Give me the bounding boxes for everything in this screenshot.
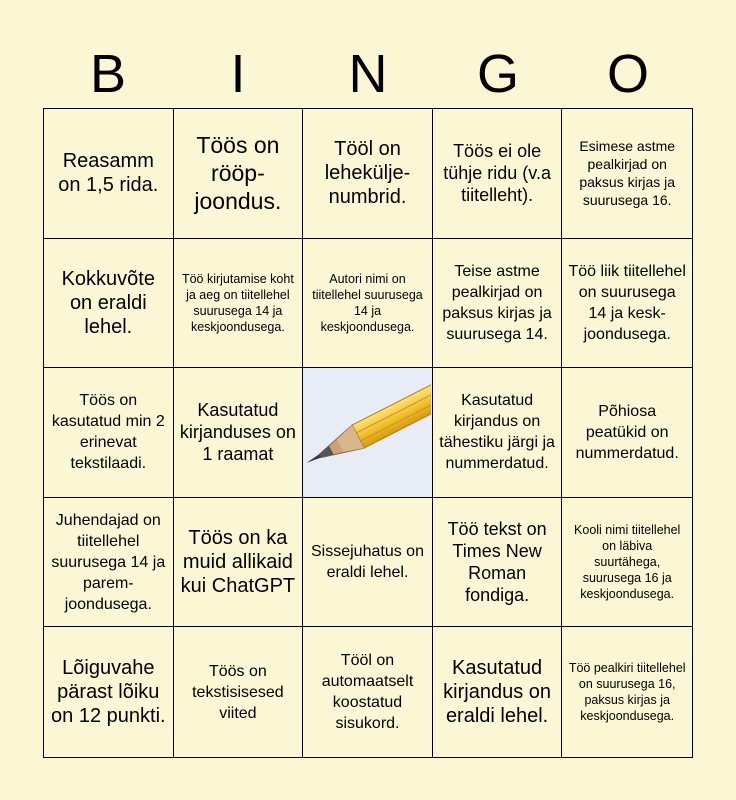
cell-text: Esimese astme pealkirjad on paksus kirjas ja suurusega 16. bbox=[579, 138, 676, 209]
bingo-cell[interactable] bbox=[433, 368, 563, 498]
bingo-cell[interactable] bbox=[44, 239, 174, 369]
bingo-cell[interactable] bbox=[303, 498, 433, 628]
header-letter-n: N bbox=[348, 44, 388, 104]
cell-text: Kasutatud kirjandus on eraldi lehel. bbox=[443, 657, 552, 728]
cell-text: Kasutatud kirjanduses on 1 raamat bbox=[179, 400, 296, 465]
cell-text: Reasamm on 1,5 rida. bbox=[58, 150, 159, 197]
bingo-cell[interactable] bbox=[562, 368, 692, 498]
bingo-cell[interactable] bbox=[303, 109, 433, 239]
bingo-cell[interactable] bbox=[44, 109, 174, 239]
cell-text: Töö tekst on Times New Roman fondiga. bbox=[447, 519, 547, 606]
bingo-cell[interactable] bbox=[433, 498, 563, 628]
cell-text: Töös on rööp-joondus. bbox=[194, 132, 282, 215]
bingo-cell[interactable] bbox=[303, 239, 433, 369]
cell-text: Töös on kasutatud min 2 erinevat tekstilaadi. bbox=[51, 392, 165, 473]
cell-text: Põhiosa peatükid on nummerdatud. bbox=[575, 402, 679, 462]
bingo-cell[interactable] bbox=[433, 109, 563, 239]
cell-text: Teise astme pealkirjad on paksus kirjas ja suurusega 14. bbox=[442, 262, 552, 343]
bingo-cell[interactable] bbox=[174, 239, 304, 369]
header-letter-b: B bbox=[89, 44, 127, 104]
bingo-cell[interactable] bbox=[44, 498, 174, 628]
cell-text: Kooli nimi tiitellehel on läbiva suurtähega, suurusega 16 ja keskjoondusega. bbox=[574, 523, 681, 602]
bingo-header bbox=[43, 42, 693, 106]
bingo-cell[interactable] bbox=[174, 109, 304, 239]
header-letter-o: O bbox=[606, 44, 649, 104]
free-space-cell[interactable] bbox=[303, 368, 433, 498]
bingo-cell[interactable] bbox=[562, 109, 692, 239]
cell-text: Juhendajad on tiitellehel suurusega 14 ja parem-joondusega. bbox=[51, 511, 166, 613]
bingo-cell[interactable] bbox=[303, 627, 433, 757]
cell-text: Kasutatud kirjandus on tähestiku järgi ja nummerdatud. bbox=[439, 392, 555, 473]
cell-text: Töös on tekstisisesed viited bbox=[192, 662, 284, 722]
cell-text: Sissejuhatus on eraldi lehel. bbox=[311, 543, 424, 582]
header-letter-i: I bbox=[230, 44, 246, 104]
cell-text: Autori nimi on tiitellehel suurusega 14 ja keskjoondusega. bbox=[312, 271, 423, 334]
bingo-card bbox=[43, 108, 693, 758]
bingo-cell[interactable] bbox=[44, 368, 174, 498]
cell-text: Kokkuvõte on eraldi lehel. bbox=[61, 267, 155, 338]
bingo-cell[interactable] bbox=[174, 498, 304, 628]
cell-text: Tööl on automaatselt koostatud sisukord. bbox=[321, 652, 414, 733]
bingo-cell[interactable] bbox=[174, 627, 304, 757]
bingo-cell[interactable] bbox=[433, 627, 563, 757]
cell-text: Töös on ka muid allikaid kui ChatGPT bbox=[180, 527, 296, 598]
cell-text: Töös ei ole tühje ridu (v.a tiitelleht). bbox=[443, 141, 551, 206]
cell-text: Lõiguvahe pärast lõiku on 12 punkti. bbox=[51, 657, 166, 728]
cell-text: Töö pealkiri tiitellehel on suurusega 16, paksus kirjas ja keskjoondusega. bbox=[568, 661, 686, 724]
bingo-cell[interactable] bbox=[433, 239, 563, 369]
bingo-cell[interactable] bbox=[562, 498, 692, 628]
bingo-cell[interactable] bbox=[174, 368, 304, 498]
cell-text: Töö kirjutamise koht ja aeg on tiitellehel suurusega 14 ja keskjoondusega. bbox=[181, 271, 294, 334]
header-letter-g: G bbox=[476, 44, 519, 104]
cell-text: Tööl on lehekülje-numbrid. bbox=[324, 138, 411, 209]
bingo-cell[interactable] bbox=[562, 239, 692, 369]
pencil-icon bbox=[303, 368, 431, 496]
bingo-cell[interactable] bbox=[562, 627, 692, 757]
bingo-cell[interactable] bbox=[44, 627, 174, 757]
cell-text: Töö liik tiitellehel on suurusega 14 ja kesk-joondusega. bbox=[568, 262, 686, 343]
